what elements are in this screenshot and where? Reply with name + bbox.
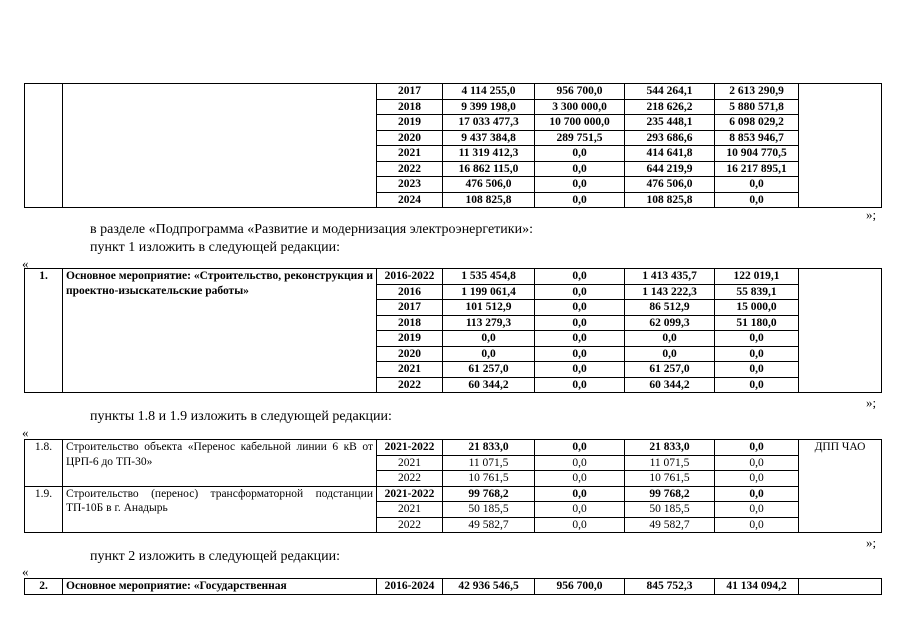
amount-cell: 60 344,2 <box>625 377 715 393</box>
executor-cell <box>799 269 882 393</box>
amount-cell: 122 019,1 <box>715 269 799 285</box>
year-cell: 2022 <box>377 161 443 177</box>
amount-cell: 10 904 770,5 <box>715 146 799 162</box>
year-cell: 2024 <box>377 192 443 208</box>
points-1-8-1-9-table <box>24 439 882 533</box>
amount-cell: 51 180,0 <box>715 315 799 331</box>
amount-cell: 10 700 000,0 <box>535 115 625 131</box>
amount-cell: 956 700,0 <box>535 84 625 100</box>
year-cell: 2022 <box>377 471 443 487</box>
amount-cell: 218 626,2 <box>625 99 715 115</box>
year-cell: 2022 <box>377 517 443 533</box>
name-cell: Строительство (перенос) трансформаторной подстанции ТП-10Б в г. Анадырь <box>63 486 377 533</box>
amount-cell: 0,0 <box>535 331 625 347</box>
amount-cell: 0,0 <box>535 455 625 471</box>
amount-cell: 99 768,2 <box>625 486 715 502</box>
table-row <box>25 269 882 285</box>
point-2-table <box>24 578 882 595</box>
amount-cell: 4 114 255,0 <box>443 84 535 100</box>
amount-cell: 11 071,5 <box>625 455 715 471</box>
amount-cell: 99 768,2 <box>443 486 535 502</box>
amount-cell: 3 300 000,0 <box>535 99 625 115</box>
year-cell: 2021 <box>377 362 443 378</box>
amount-cell: 0,0 <box>535 284 625 300</box>
name-cell <box>63 84 377 208</box>
amount-cell: 21 833,0 <box>443 440 535 456</box>
number-cell: 1. <box>25 269 63 393</box>
name-cell: Основное мероприятие: «Государственная <box>63 579 377 595</box>
amount-cell: 108 825,8 <box>443 192 535 208</box>
year-cell: 2017 <box>377 300 443 316</box>
amount-cell: 0,0 <box>535 269 625 285</box>
amount-cell: 956 700,0 <box>535 579 625 595</box>
amount-cell: 0,0 <box>535 486 625 502</box>
year-cell: 2016 <box>377 284 443 300</box>
amount-cell: 0,0 <box>535 146 625 162</box>
amount-cell: 0,0 <box>535 177 625 193</box>
amount-cell: 55 839,1 <box>715 284 799 300</box>
point-1-table <box>24 268 882 393</box>
table-row <box>25 84 882 100</box>
amount-cell: 101 512,9 <box>443 300 535 316</box>
number-cell: 2. <box>25 579 63 595</box>
closing-quote: »; <box>866 207 877 222</box>
year-cell: 2020 <box>377 346 443 362</box>
year-cell: 2016-2022 <box>377 269 443 285</box>
opening-quote: « <box>22 256 29 271</box>
amount-cell: 1 535 454,8 <box>443 269 535 285</box>
amount-cell: 0,0 <box>715 192 799 208</box>
executor-cell: ДПП ЧАО <box>799 440 882 533</box>
amount-cell: 0,0 <box>535 346 625 362</box>
amount-cell: 0,0 <box>715 471 799 487</box>
amount-cell: 62 099,3 <box>625 315 715 331</box>
amount-cell: 0,0 <box>625 331 715 347</box>
amount-cell: 0,0 <box>535 192 625 208</box>
amount-cell: 414 641,8 <box>625 146 715 162</box>
amount-cell: 0,0 <box>715 346 799 362</box>
year-cell: 2021-2022 <box>377 486 443 502</box>
number-cell <box>25 84 63 208</box>
amount-cell: 6 098 029,2 <box>715 115 799 131</box>
amount-cell: 0,0 <box>443 346 535 362</box>
amount-cell: 0,0 <box>535 471 625 487</box>
points-1-8-1-9-paragraph: пункты 1.8 и 1.9 изложить в следующей редакции: <box>90 409 392 424</box>
amount-cell: 16 217 895,1 <box>715 161 799 177</box>
opening-quote: « <box>22 425 29 440</box>
amount-cell: 0,0 <box>535 517 625 533</box>
amount-cell: 11 319 412,3 <box>443 146 535 162</box>
year-cell: 2019 <box>377 331 443 347</box>
amount-cell: 0,0 <box>625 346 715 362</box>
amount-cell: 86 512,9 <box>625 300 715 316</box>
amount-cell: 113 279,3 <box>443 315 535 331</box>
amount-cell: 42 936 546,5 <box>443 579 535 595</box>
number-cell: 1.9. <box>25 486 63 533</box>
amount-cell: 17 033 477,3 <box>443 115 535 131</box>
amount-cell: 2 613 290,9 <box>715 84 799 100</box>
closing-quote: »; <box>866 535 877 550</box>
amount-cell: 0,0 <box>535 377 625 393</box>
table-row <box>25 440 882 456</box>
opening-quote: « <box>22 564 29 579</box>
year-cell: 2018 <box>377 315 443 331</box>
amount-cell: 0,0 <box>715 377 799 393</box>
amount-cell: 61 257,0 <box>625 362 715 378</box>
year-cell: 2019 <box>377 115 443 131</box>
amount-cell: 5 880 571,8 <box>715 99 799 115</box>
section-paragraph: в разделе «Подпрограмма «Развитие и модернизация электроэнергетики»: <box>90 222 533 237</box>
amount-cell: 0,0 <box>535 300 625 316</box>
funding-table-continued <box>24 83 882 208</box>
name-cell: Основное мероприятие: «Строительство, реконструкция и проектно-изыскательские работы» <box>63 269 377 393</box>
year-cell: 2016-2024 <box>377 579 443 595</box>
year-cell: 2022 <box>377 377 443 393</box>
amount-cell: 0,0 <box>715 331 799 347</box>
amount-cell: 50 185,5 <box>443 502 535 518</box>
amount-cell: 49 582,7 <box>443 517 535 533</box>
amount-cell: 0,0 <box>535 502 625 518</box>
amount-cell: 50 185,5 <box>625 502 715 518</box>
point-2-paragraph: пункт 2 изложить в следующей редакции: <box>90 549 340 564</box>
amount-cell: 476 506,0 <box>625 177 715 193</box>
amount-cell: 0,0 <box>535 362 625 378</box>
year-cell: 2023 <box>377 177 443 193</box>
year-cell: 2021 <box>377 455 443 471</box>
point-1-paragraph: пункт 1 изложить в следующей редакции: <box>90 240 340 255</box>
name-cell: Строительство объекта «Перенос кабельной линии 6 кВ от ЦРП-6 до ТП-30» <box>63 440 377 487</box>
amount-cell: 60 344,2 <box>443 377 535 393</box>
amount-cell: 0,0 <box>715 517 799 533</box>
amount-cell: 1 413 435,7 <box>625 269 715 285</box>
amount-cell: 0,0 <box>715 440 799 456</box>
executor-cell <box>799 579 882 595</box>
amount-cell: 10 761,5 <box>625 471 715 487</box>
amount-cell: 8 853 946,7 <box>715 130 799 146</box>
table-row <box>25 486 882 502</box>
amount-cell: 0,0 <box>535 161 625 177</box>
executor-cell <box>799 84 882 208</box>
amount-cell: 0,0 <box>443 331 535 347</box>
amount-cell: 9 399 198,0 <box>443 99 535 115</box>
amount-cell: 15 000,0 <box>715 300 799 316</box>
amount-cell: 476 506,0 <box>443 177 535 193</box>
amount-cell: 0,0 <box>715 486 799 502</box>
amount-cell: 41 134 094,2 <box>715 579 799 595</box>
closing-quote: »; <box>866 395 877 410</box>
number-cell: 1.8. <box>25 440 63 487</box>
amount-cell: 0,0 <box>715 455 799 471</box>
amount-cell: 10 761,5 <box>443 471 535 487</box>
amount-cell: 1 199 061,4 <box>443 284 535 300</box>
amount-cell: 1 143 222,3 <box>625 284 715 300</box>
amount-cell: 0,0 <box>715 177 799 193</box>
amount-cell: 16 862 115,0 <box>443 161 535 177</box>
year-cell: 2018 <box>377 99 443 115</box>
amount-cell: 0,0 <box>715 362 799 378</box>
year-cell: 2017 <box>377 84 443 100</box>
year-cell: 2021-2022 <box>377 440 443 456</box>
amount-cell: 845 752,3 <box>625 579 715 595</box>
amount-cell: 289 751,5 <box>535 130 625 146</box>
amount-cell: 235 448,1 <box>625 115 715 131</box>
amount-cell: 544 264,1 <box>625 84 715 100</box>
amount-cell: 61 257,0 <box>443 362 535 378</box>
year-cell: 2020 <box>377 130 443 146</box>
amount-cell: 0,0 <box>715 502 799 518</box>
amount-cell: 644 219,9 <box>625 161 715 177</box>
year-cell: 2021 <box>377 502 443 518</box>
amount-cell: 108 825,8 <box>625 192 715 208</box>
year-cell: 2021 <box>377 146 443 162</box>
amount-cell: 9 437 384,8 <box>443 130 535 146</box>
amount-cell: 0,0 <box>535 440 625 456</box>
table-row <box>25 579 882 595</box>
amount-cell: 49 582,7 <box>625 517 715 533</box>
amount-cell: 21 833,0 <box>625 440 715 456</box>
amount-cell: 293 686,6 <box>625 130 715 146</box>
amount-cell: 0,0 <box>535 315 625 331</box>
amount-cell: 11 071,5 <box>443 455 535 471</box>
